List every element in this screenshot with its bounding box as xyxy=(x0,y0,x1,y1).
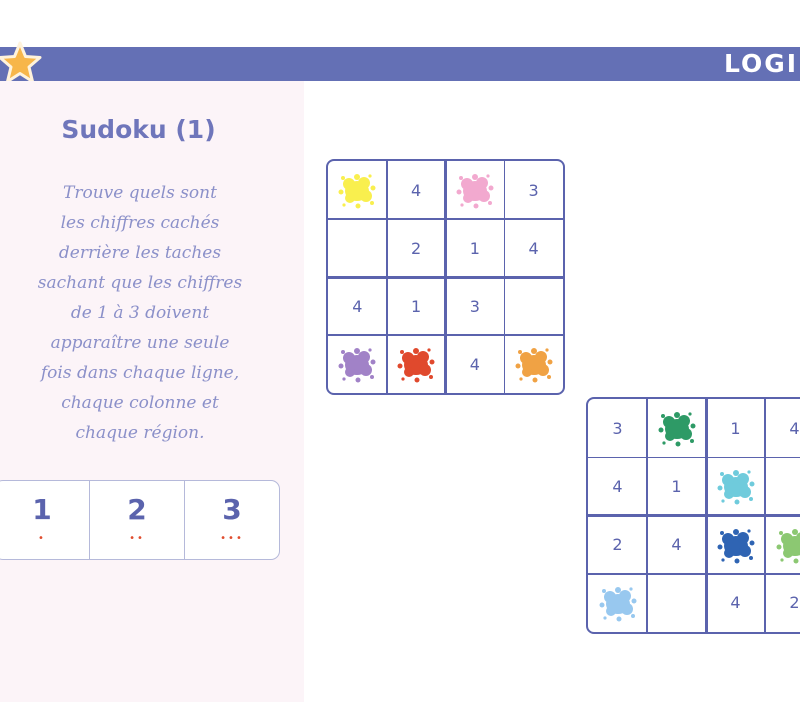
paint-splat-cell[interactable] xyxy=(588,574,647,632)
page-title: Sudoku (1) xyxy=(61,115,216,144)
instruction-line: sachant que les chiffres xyxy=(37,273,243,293)
sudoku-cell: 4 xyxy=(411,180,422,200)
paint-splat-icon xyxy=(773,523,800,567)
instruction-line: derrière les taches xyxy=(58,243,222,263)
sudoku-cell: 2 xyxy=(612,535,623,555)
sudoku-cell: 2 xyxy=(789,593,800,613)
legend-item-1 xyxy=(0,481,90,559)
sudoku-cell: 3 xyxy=(469,296,480,316)
legend-item-3 xyxy=(185,481,279,559)
sudoku-empty-cell[interactable] xyxy=(765,457,800,515)
legend-dots: • xyxy=(38,533,46,544)
paint-splat-cell[interactable] xyxy=(647,399,706,457)
paint-splat-cell[interactable] xyxy=(328,161,387,219)
sudoku-cell: 4 xyxy=(469,354,480,374)
sudoku-cell: 4 xyxy=(671,535,682,555)
paint-splat-icon xyxy=(394,342,438,386)
paint-splat-icon xyxy=(335,168,379,212)
instruction-line: chaque région. xyxy=(75,423,205,443)
legend-item-2 xyxy=(90,481,185,559)
sudoku-cell: 3 xyxy=(612,418,623,438)
sudoku-grid-2 xyxy=(586,397,800,634)
legend-number: 3 xyxy=(222,493,242,526)
sudoku-cell: 1 xyxy=(730,418,741,438)
number-legend xyxy=(0,480,280,560)
sudoku-empty-cell[interactable] xyxy=(504,277,563,335)
sudoku-cell: 1 xyxy=(411,296,422,316)
paint-splat-icon xyxy=(596,581,640,625)
legend-number: 2 xyxy=(127,493,147,526)
paint-splat-cell[interactable] xyxy=(765,516,800,574)
sudoku-empty-cell[interactable] xyxy=(328,219,387,277)
legend-number: 1 xyxy=(32,493,52,526)
paint-splat-cell[interactable] xyxy=(328,335,387,393)
sudoku-empty-cell[interactable] xyxy=(647,574,706,632)
paint-splat-icon xyxy=(714,464,758,508)
paint-splat-cell[interactable] xyxy=(706,516,765,574)
header-title: LOGI xyxy=(724,49,799,78)
instruction-line: fois dans chaque ligne, xyxy=(40,363,240,383)
sudoku-cell: 4 xyxy=(352,296,363,316)
legend-dots: ••• xyxy=(220,533,244,544)
header-bar xyxy=(0,47,800,81)
instruction-line: Trouve quels sont xyxy=(63,183,217,203)
sudoku-cell: 1 xyxy=(671,476,682,496)
paint-splat-cell[interactable] xyxy=(387,335,446,393)
instruction-line: apparaître une seule xyxy=(50,333,230,353)
instruction-line: les chiffres cachés xyxy=(60,213,220,233)
legend-dots: •• xyxy=(129,533,145,544)
sudoku-cell: 4 xyxy=(789,418,800,438)
instructions-text xyxy=(0,178,280,448)
paint-splat-icon xyxy=(655,406,699,450)
paint-splat-cell[interactable] xyxy=(504,335,563,393)
paint-splat-icon xyxy=(714,523,758,567)
instruction-line: chaque colonne et xyxy=(61,393,219,413)
sudoku-cell: 3 xyxy=(528,180,539,200)
sudoku-grid-1 xyxy=(326,159,565,395)
sudoku-cell: 2 xyxy=(411,238,422,258)
sudoku-cell: 4 xyxy=(612,476,623,496)
paint-splat-cell[interactable] xyxy=(706,457,765,515)
paint-splat-cell[interactable] xyxy=(446,161,505,219)
instruction-line: de 1 à 3 doivent xyxy=(70,303,210,323)
paint-splat-icon xyxy=(335,342,379,386)
sudoku-cell: 4 xyxy=(730,593,741,613)
paint-splat-icon xyxy=(512,342,556,386)
sudoku-cell: 4 xyxy=(528,238,539,258)
paint-splat-icon xyxy=(453,168,497,212)
sudoku-cell: 1 xyxy=(469,238,480,258)
